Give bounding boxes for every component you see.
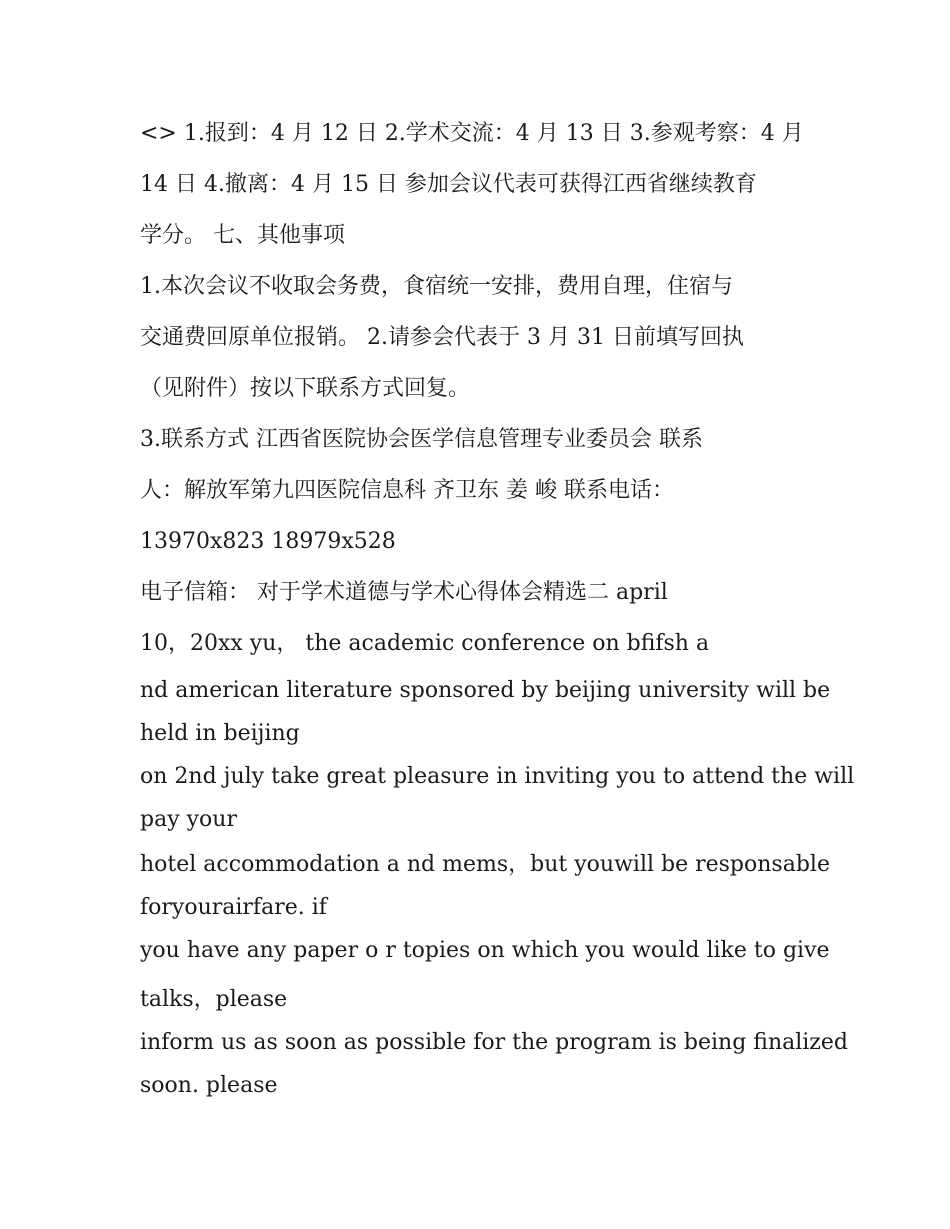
text-line: hotel accommodation a nd mems，but youwill be responsable [140,852,830,877]
text-line: 交通费回原单位报销。 2.请参会代表于 3 月 31 日前填写回执 [140,325,744,350]
text-line: 13970x823 18979x528 [140,529,396,554]
paragraph-english-1 [140,669,831,755]
text-line: pay your [140,807,237,832]
text-line: 3.联系方式 江西省医院协会医学信息管理专业委员会 联系 [140,427,703,452]
text-line: talks，please [140,987,288,1012]
text-line: 人：解放军第九四医院信息科 齐卫东 姜 峻 联系电话： [140,478,674,503]
text-line: inform us as soon as possible for the program is being finalized [140,1030,848,1055]
document-body [140,108,855,1107]
text-line: 1.本次会议不收取会务费，食宿统一安排，费用自理，住宿与 [140,274,733,299]
text-line: nd american literature sponsored by beijing university will be [140,678,831,703]
paragraph-schedule [140,108,810,261]
text-line: 10，20xx yu， the academic conference on bfifsh a [140,631,710,656]
text-line: 14 日 4.撤离：4 月 15 日 参加会议代表可获得江西省继续教育 [140,172,757,197]
text-line: foryourairfare. if [140,895,327,920]
paragraph-english-3 [140,843,830,929]
paragraph-email [140,567,810,669]
paragraph-contact [140,414,810,567]
text-line: on 2nd july take great pleasure in inviting you to attend the will [140,764,855,789]
paragraph-english-5 [140,1021,848,1107]
text-line: （见附件）按以下联系方式回复。 [140,376,471,401]
paragraph-english-4 [140,929,830,1021]
text-line: soon. please [140,1073,278,1098]
text-line: 电子信箱： 对于学术道德与学术心得体会精选二 april [140,580,668,605]
text-line: held in beijing [140,721,300,746]
paragraph-other-matters [140,261,810,414]
text-line: <> 1.报到：4 月 12 日 2.学术交流：4 月 13 日 3.参观考察：4 月 [140,121,804,146]
text-line: 学分。 七、其他事项 [140,223,345,248]
paragraph-english-2 [140,755,855,841]
text-line: you have any paper o r topies on which you would like to give [140,938,830,963]
